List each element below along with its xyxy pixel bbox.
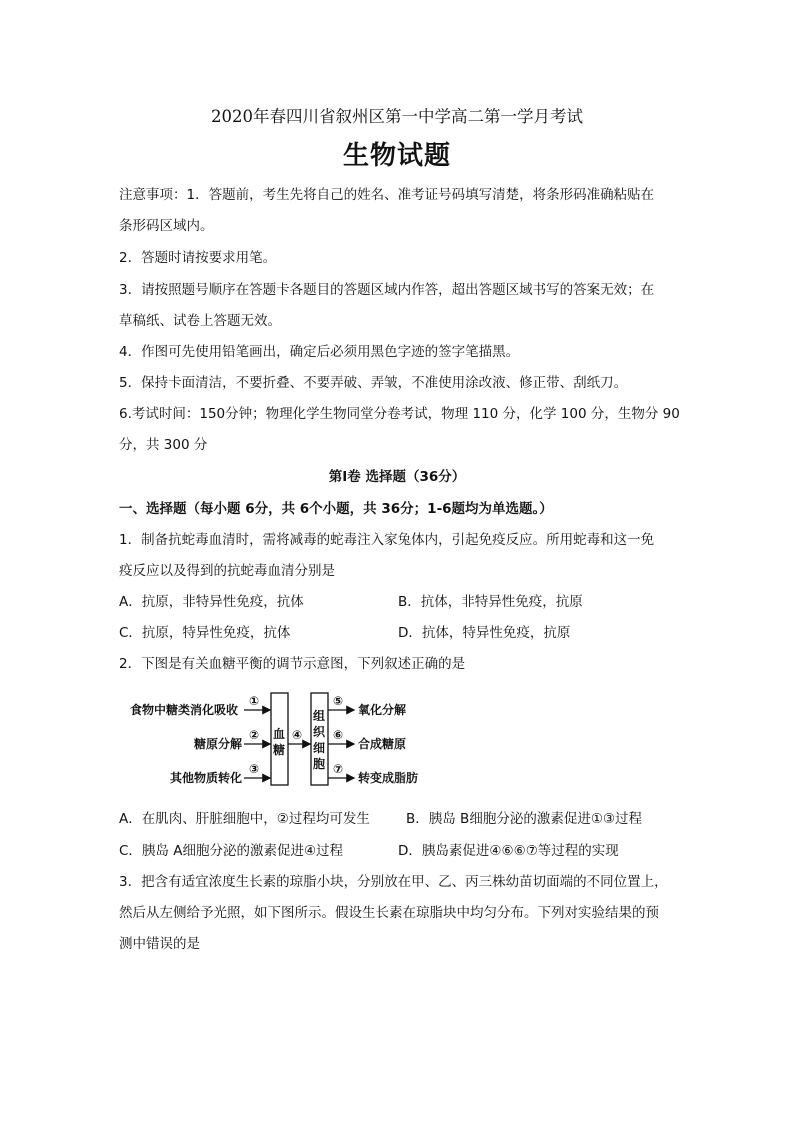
q1-option-a: A．抗原，非特异性免疫，抗体 (119, 594, 304, 610)
note-3b: 草稿纸、试卷上答题无效。 (119, 313, 281, 329)
note-1a: 注意事项：1．答题前，考生先将自己的姓名、准考证号码填写清楚，将条形码准确粘贴在 (119, 187, 655, 203)
cell-char-2: 织 (313, 725, 326, 739)
output-glycogen-label: 合成糖原 (358, 737, 407, 751)
marker-7: ⑦ (333, 762, 344, 776)
note-3a: 3．请按照题号顺序在答题卡各题目的答题区域内作答，超出答题区域书写的答案无效；在 (119, 282, 655, 298)
cell-char-4: 胞 (313, 757, 326, 771)
q1-option-d: D．抗体，特异性免疫，抗原 (398, 625, 571, 641)
marker-5: ⑤ (333, 694, 344, 708)
q2-option-b: B．胰岛 B细胞分泌的激素促进①③过程 (406, 811, 643, 827)
note-4: 4．作图可先使用铅笔画出，确定后必须用黑色字迹的签字笔描黑。 (119, 344, 520, 360)
source-other-label: 其他物质转化 (170, 771, 243, 785)
q2-option-c: C．胰岛 A细胞分泌的激素促进④过程 (119, 843, 344, 859)
note-1b: 条形码区域内。 (119, 218, 214, 234)
blood-sugar-svg (130, 690, 430, 790)
note-5: 5．保持卡面清洁，不要折叠、不要弄破、弄皱，不准使用涂改液、修正带、刮纸刀。 (119, 375, 628, 391)
marker-1: ① (249, 694, 260, 708)
blood-sugar-diagram (130, 690, 430, 794)
output-oxidation-label: 氧化分解 (358, 703, 407, 717)
q2-option-d: D．胰岛素促进④⑥⑥⑦等过程的实现 (398, 843, 619, 859)
q1-option-b: B．抗体，非特异性免疫，抗原 (398, 594, 583, 610)
tissue-cell-box (311, 693, 328, 785)
note-6b: 分，共 300 分 (119, 437, 208, 453)
cell-char-3: 细 (313, 741, 326, 755)
q3-stem-c: 测中错误的是 (119, 936, 200, 952)
blood-char-2: 糖 (273, 743, 286, 757)
cell-char-1: 组 (313, 709, 326, 723)
part1-heading: 一、选择题（每小题 6分，共 6个小题，共 36分；1-6题均为单选题。） (119, 501, 553, 517)
q1-stem-a: 1．制备抗蛇毒血清时，需将减毒的蛇毒注入家兔体内，引起免疫反应。所用蛇毒和这一免 (119, 532, 655, 548)
q1-option-c: C．抗原，特异性免疫，抗体 (119, 625, 291, 641)
note-6a: 6.考试时间：150分钟；物理化学生物同堂分卷考试，物理 110 分，化学 100 分，生物分 90 (119, 406, 680, 422)
q2-stem: 2．下图是有关血糖平衡的调节示意图，下列叙述正确的是 (119, 656, 466, 672)
subject-title: 生物试题 (342, 141, 451, 171)
q3-stem-b: 然后从左侧给予光照，如下图所示。假设生长素在琼脂块中均匀分布。下列对实验结果的预 (119, 905, 659, 921)
q2-option-a: A．在肌肉、肝脏细胞中，②过程均可发生 (119, 811, 370, 827)
q1-stem-b: 疫反应以及得到的抗蛇毒血清分别是 (119, 563, 335, 579)
blood-char-1: 血 (273, 727, 286, 741)
exam-title: 2020年春四川省叙州区第一中学高二第一学月考试 (211, 107, 583, 126)
note-2: 2．答题时请按要求用笔。 (119, 250, 277, 266)
source-food-label: 食物中糖类消化吸收 (130, 703, 239, 717)
source-glycogen-label: 糖原分解 (194, 737, 243, 751)
marker-4: ④ (292, 728, 303, 742)
marker-3: ③ (249, 762, 260, 776)
marker-2: ② (249, 728, 260, 742)
marker-6: ⑥ (333, 728, 344, 742)
output-fat-label: 转变成脂肪 (358, 771, 419, 785)
section-title: 第Ⅰ卷 选择题（36分） (328, 469, 466, 485)
q3-stem-a: 3．把含有适宜浓度生长素的琼脂小块，分别放在甲、乙、丙三株幼苗切面端的不同位置上， (119, 874, 668, 890)
